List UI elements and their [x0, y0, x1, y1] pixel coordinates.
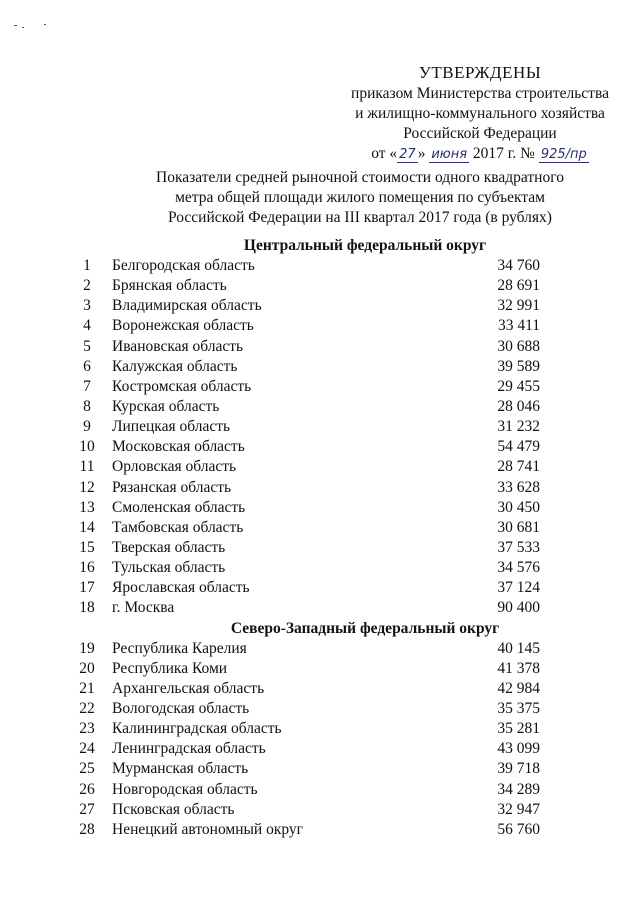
region-name: Тверская область — [112, 538, 226, 556]
region-name: Рязанская область — [112, 478, 232, 496]
region-name: Ленинградская область — [112, 740, 266, 758]
region-name: Калининградская область — [112, 720, 282, 738]
price-value: 35 375 — [497, 699, 540, 717]
price-value: 35 281 — [497, 720, 540, 738]
price-value: 30 688 — [497, 337, 540, 355]
region-name: Ярославская область — [112, 579, 250, 597]
region-name: Республика Карелия — [112, 639, 247, 657]
table-row — [0, 337, 640, 357]
table-row — [0, 498, 640, 518]
price-value: 30 681 — [497, 518, 540, 536]
table-row — [0, 538, 640, 558]
table-row — [0, 598, 640, 618]
row-number: 10 — [79, 438, 95, 456]
region-name: Московская область — [112, 438, 245, 456]
table-row — [0, 800, 640, 820]
approval-line: и жилищно-коммунального хозяйства — [355, 105, 605, 122]
row-number: 22 — [79, 699, 95, 717]
price-value: 37 124 — [497, 579, 540, 597]
row-number: 21 — [79, 679, 95, 697]
order-day-handwritten: 27 — [399, 147, 416, 162]
table-row — [0, 357, 640, 377]
row-number: 9 — [83, 418, 91, 436]
table-row — [0, 276, 640, 296]
row-number: 19 — [79, 639, 95, 657]
price-value: 28 741 — [497, 458, 540, 476]
row-number: 20 — [79, 659, 95, 677]
price-value: 43 099 — [497, 740, 540, 758]
price-table — [0, 236, 640, 840]
table-row — [0, 639, 640, 659]
table-row — [0, 780, 640, 800]
approval-block — [330, 62, 630, 164]
section-heading: Центральный федеральный округ — [243, 237, 487, 254]
row-number: 28 — [79, 820, 95, 838]
price-value: 33 628 — [497, 478, 540, 496]
region-name: Архангельская область — [112, 679, 265, 697]
row-number: 25 — [79, 760, 95, 778]
table-row — [0, 457, 640, 477]
region-name: Костромская область — [112, 377, 252, 395]
table-row — [0, 679, 640, 699]
row-number: 18 — [79, 599, 95, 617]
price-value: 41 378 — [497, 659, 540, 677]
title-line: метра общей площади жилого помещения по субъектам — [175, 189, 545, 206]
price-value: 40 145 — [497, 639, 540, 657]
price-value: 39 589 — [497, 357, 540, 375]
row-number: 15 — [79, 538, 95, 556]
price-value: 56 760 — [497, 820, 540, 838]
order-date-line — [371, 144, 589, 164]
row-number: 14 — [79, 518, 95, 536]
order-prefix: от « — [371, 145, 398, 162]
order-quote-close: » — [417, 145, 426, 162]
row-number: 1 — [83, 257, 91, 274]
region-name: Республика Коми — [112, 659, 228, 677]
row-number: 13 — [79, 498, 95, 516]
row-number: 2 — [83, 277, 91, 295]
region-name: г. Москва — [112, 599, 175, 617]
region-name: Смоленская область — [112, 498, 246, 516]
price-value: 34 289 — [497, 780, 540, 798]
approval-heading: УТВЕРЖДЕНЫ — [418, 63, 542, 82]
price-value: 32 947 — [497, 800, 540, 818]
document-title — [120, 168, 600, 228]
table-row — [0, 478, 640, 498]
table-row — [0, 518, 640, 538]
row-number: 7 — [83, 377, 91, 395]
scan-artifact-mark — [14, 22, 54, 30]
table-row — [0, 316, 640, 336]
order-month-handwritten: июня — [431, 147, 468, 162]
table-row — [0, 296, 640, 316]
approval-line: Российской Федерации — [403, 125, 557, 142]
row-number: 5 — [83, 337, 91, 355]
row-number: 4 — [83, 317, 91, 335]
price-value: 31 232 — [497, 418, 540, 436]
region-name: Псковская область — [112, 800, 235, 818]
row-number: 16 — [79, 559, 95, 577]
table-row — [0, 256, 640, 276]
row-number: 24 — [79, 740, 95, 758]
region-name: Тамбовская область — [112, 518, 244, 536]
approval-line: приказом Министерства строительства — [351, 85, 609, 102]
row-number: 23 — [79, 720, 95, 738]
region-name: Ивановская область — [112, 337, 244, 355]
region-name: Новгородская область — [112, 780, 258, 798]
row-number: 8 — [83, 397, 91, 415]
price-value: 28 046 — [497, 397, 540, 415]
price-value: 39 718 — [497, 760, 540, 778]
price-value: 34 760 — [497, 257, 540, 274]
title-line: Показатели средней рыночной стоимости одного квадратного — [156, 169, 564, 186]
row-number: 3 — [83, 297, 91, 315]
row-number: 12 — [79, 478, 95, 496]
price-value: 34 576 — [497, 559, 540, 577]
region-name: Брянская область — [112, 277, 227, 295]
region-name: Белгородская область — [112, 257, 255, 274]
price-value: 33 411 — [497, 317, 540, 335]
price-value: 28 691 — [497, 277, 540, 295]
region-name: Воронежская область — [112, 317, 254, 335]
table-row — [0, 739, 640, 759]
price-value: 29 455 — [497, 377, 540, 395]
row-number: 26 — [79, 780, 95, 798]
table-row — [0, 759, 640, 779]
order-number-handwritten: 925/пр — [540, 147, 587, 162]
region-name: Мурманская область — [112, 760, 249, 778]
region-name: Орловская область — [112, 458, 237, 476]
table-row — [0, 699, 640, 719]
row-number: 17 — [79, 579, 95, 597]
price-value: 30 450 — [497, 498, 540, 516]
price-value: 32 991 — [497, 297, 540, 315]
title-line: Российской Федерации на III квартал 2017 года (в рублях) — [168, 209, 552, 226]
price-value: 42 984 — [497, 679, 540, 697]
region-name: Вологодская область — [112, 699, 250, 717]
table-row — [0, 820, 640, 840]
order-year: 2017 г. № — [469, 145, 539, 162]
row-number: 6 — [83, 357, 91, 375]
price-value: 90 400 — [497, 599, 540, 617]
region-name: Тульская область — [112, 559, 226, 577]
price-value: 37 533 — [497, 538, 540, 556]
region-name: Владимирская область — [112, 297, 262, 315]
row-number: 27 — [79, 800, 95, 818]
table-row — [0, 578, 640, 598]
region-name: Курская область — [112, 397, 220, 415]
section-heading: Северо-Западный федеральный округ — [230, 619, 500, 637]
table-row — [0, 719, 640, 739]
row-number: 11 — [79, 458, 95, 476]
price-value: 54 479 — [497, 438, 540, 456]
table-row — [0, 417, 640, 437]
region-name: Липецкая область — [112, 418, 231, 436]
table-row — [0, 437, 640, 457]
table-row — [0, 558, 640, 578]
region-name: Калужская область — [112, 357, 238, 375]
table-row — [0, 659, 640, 679]
table-row — [0, 397, 640, 417]
table-row — [0, 377, 640, 397]
region-name: Ненецкий автономный округ — [112, 820, 304, 838]
